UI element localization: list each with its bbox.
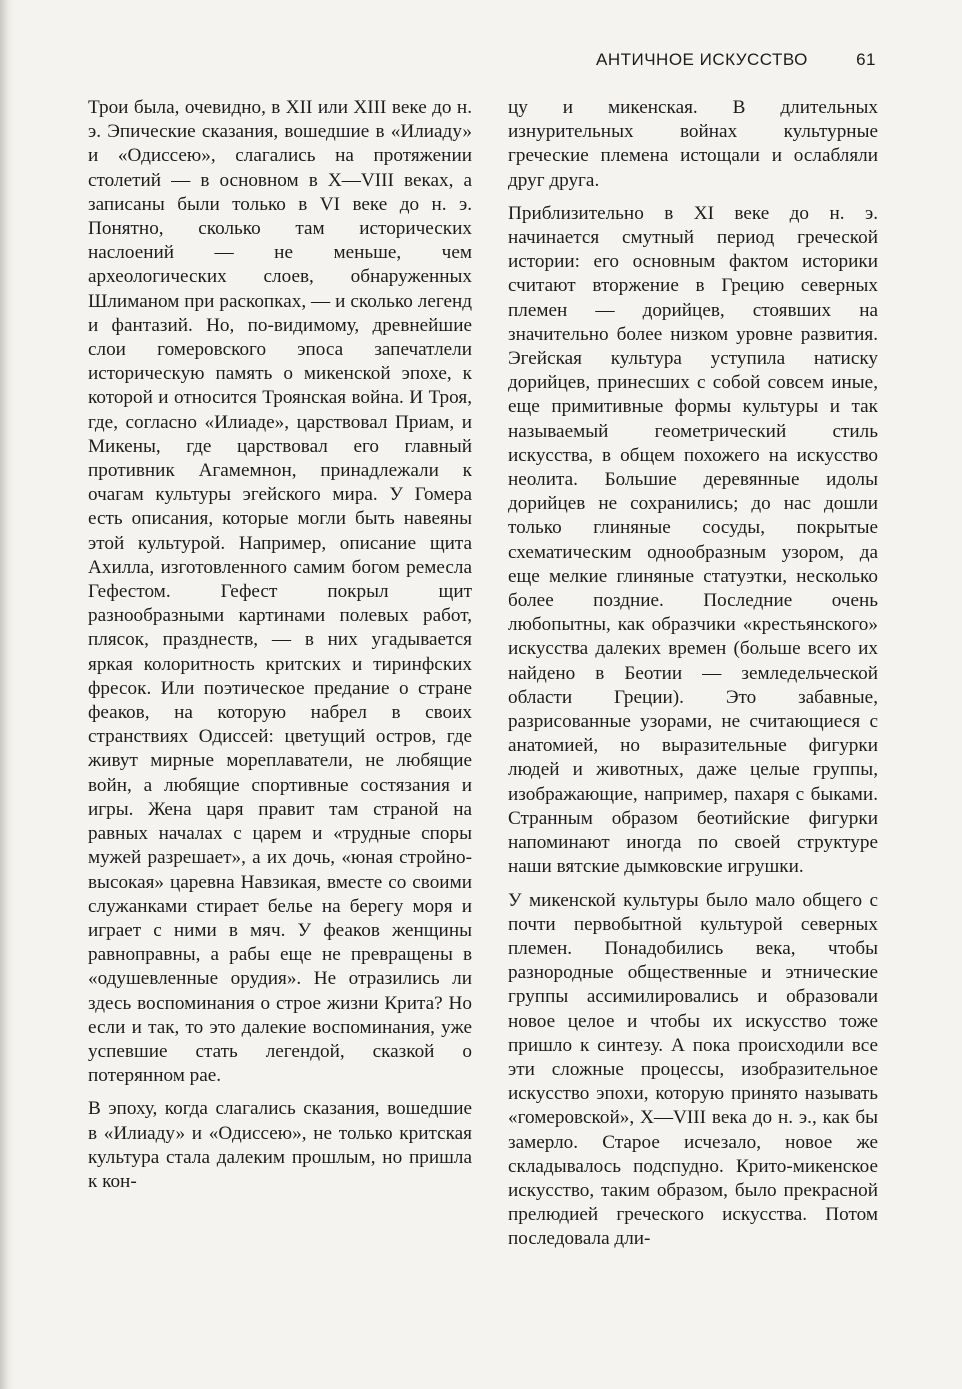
paragraph: цу и микенская. В длительных изнурительных войнах культурные греческие племена истощали и ослабляли друг друга. <box>508 97 878 191</box>
page-number: 61 <box>856 50 876 69</box>
right-column <box>508 96 878 1261</box>
page-binding-shadow <box>0 0 14 1389</box>
paragraph: В эпоху, когда слагались сказания, вошедшие в «Илиаду» и «Одиссею», не только критская культура стала далеким прошлым, но пришла к кон- <box>88 1098 472 1192</box>
running-header <box>596 46 876 72</box>
paragraph: Трои была, очевидно, в XII или XIII веке до н. э. Эпические сказания, вошедшие в «Илиаду» и «Одиссею», слагались на протяжении столетий — в основном в X—VIII веках, а записаны были только в VI веке до н. э. Понятно, сколько там исторических наслоений — не меньше, чем археологических слоев, обнаруженных Шлиманом при раскопках, — и сколько легенд и фантазий. Но, по-видимому, древнейшие слои гомеровского эпоса запечатлели историческую память о микенской эпохе, к которой и относится Троянская война. И Троя, где, согласно «Илиаде», царствовал Приам, и Микены, где царствовал его главный противник Агамемнон, принадлежали к очагам культуры эгейского мира. У Гомера есть описания, которые могли быть навеяны этой культурой. Например, описание щита Ахилла, изготовленного самим богом ремесла Гефестом. Гефест покрыл щит разнообразными картинами полевых работ, плясок, празднеств, — в них угадывается яркая колоритность критских и тиринфских фресок. Или поэтическое предание о стране феаков, на которую набрел в своих странствиях Одиссей: цветущий остров, где живут мирные мореплаватели, не любящие войн, а любящие спортивные состязания и игры. Жена царя правит там страной на равных началах с царем и «трудные споры мужей разрешает», а их дочь, «юная стройно-высокая» царевна Навзикая, вместе со своими служанками стирает белье на берегу моря и играет с ними в мяч. У феаков женщины равноправны, а рабы еще не превращены в «одушевленные орудия». Не отразились ли здесь воспоминания о строе жизни Крита? Но если и так, то это далекие воспоминания, уже успевшие стать легендой, сказкой о потерянном рае. <box>88 97 472 1087</box>
paragraph: Приблизительно в XI веке до н. э. начинается смутный период греческой истории: его основным фактом историки считают вторжение в Грецию северных племен — дорийцев, стоявших на значительно более низком уровне развития. Эгейская культура уступила натиску дорийцев, принесших с собой совсем иные, еще примитивные формы культуры и так называемый геометрический стиль искусства, в общем похожего на искусство неолита. Большие деревянные идолы дорийцев не сохранились; до нас дошли только глиняные сосуды, покрытые схематическим однообразным узором, да еще мелкие глиняные статуэтки, несколько более поздние. Последние очень любопытны, как образчики «крестьянского» искусства далеких времен (больше всего их найдено в Беотии — земледельческой области Греции). Это забавные, разрисованные узорами, не считающиеся с анатомией, но выразительные фигурки людей и животных, даже целые группы, изображающие, например, пахаря с быками. Странным образом беотийские фигурки напоминают иногда по своей структуре наши вятские дымковские игрушки. <box>508 202 878 878</box>
left-column <box>88 96 472 1203</box>
paragraph: У микенской культуры было мало общего с почти первобытной культурой северных племен. Понадобились века, чтобы разнородные общественные и этнические группы ассимилировались и образовали новое целое и чтобы их искусство тоже пришло к синтезу. А пока происходили все эти сложные процессы, изобразительное искусство эпохи, которую принято называть «гомеровской», X—VIII века до н. э., как бы замерло. Старое исчезало, новое же складывалось подспудно. Крито-микенское искусство, таким образом, было прекрасной прелюдией греческого искусства. Потом последовала дли- <box>508 889 878 1250</box>
section-title: АНТИЧНОЕ ИСКУССТВО <box>596 50 808 69</box>
